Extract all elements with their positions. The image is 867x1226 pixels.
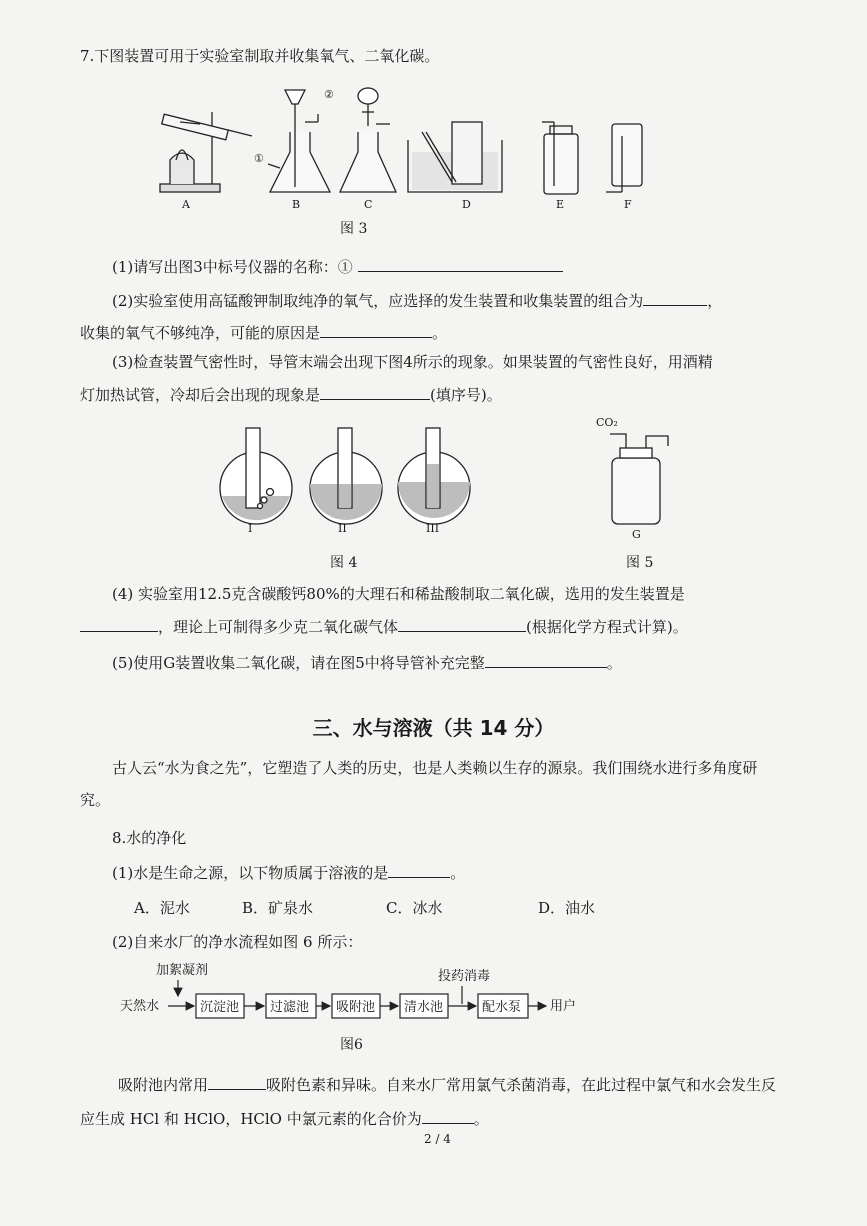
q7-p5: (5)使用G装置收集二氧化碳，请在图5中将导管补充完整 。 [112, 654, 622, 672]
page-number: 2 / 4 [424, 1132, 451, 1146]
q8-option-b: B．矿泉水 [242, 899, 314, 917]
fig3-label-d: D [462, 198, 471, 211]
figure-6 [120, 958, 590, 1028]
fig4-label-2: II [338, 522, 347, 535]
q7-p4-line1: (4) 实验室用12.5克含碳酸钙80%的大理石和稀盐酸制取二氧化碳，选用的发生装置是 [112, 585, 685, 603]
q8-option-a: A．泥水 [134, 899, 190, 917]
fig6-step-1: 沉淀池 [200, 1000, 240, 1015]
section-title: 三、水与溶液（共 14 分） [312, 716, 555, 740]
q7-p3-line2: 灯加热试管，冷却后会出现的现象是 (填序号)。 [80, 386, 502, 404]
fig6-source: 天然水 [120, 999, 160, 1014]
figure-4 [218, 420, 478, 535]
fig4-caption: 图 4 [330, 555, 358, 571]
fig3-caption: 图 3 [340, 221, 368, 237]
q7-title: 7.下图装置可用于实验室制取并收集氧气、二氧化碳。 [80, 47, 440, 65]
fig3-label-b: B [292, 198, 301, 211]
fig6-caption: 图6 [340, 1037, 363, 1053]
fig6-step-3: 吸附池 [336, 1000, 376, 1015]
fig6-step-4: 清水池 [404, 1000, 444, 1015]
q7-p4-line2: ，理论上可制得多少克二氧化碳气体 (根据化学方程式计算)。 [80, 616, 688, 637]
fig6-disinfect: 投药消毒 [438, 969, 491, 984]
section-intro-line2: 究。 [80, 791, 111, 809]
fig3-label-e: E [556, 198, 565, 211]
fig4-label-1: I [248, 522, 253, 535]
apparatus-f [606, 124, 642, 192]
apparatus-c [340, 88, 396, 192]
q7-p2-line1: (2)实验室使用高锰酸钾制取纯净的氧气，应选择的发生装置和收集装置的组合为 ， [112, 292, 723, 310]
q8-p2: (2)自来水厂的净水流程如图 6 所示： [112, 933, 363, 951]
q8-p3-line2: 应生成 HCl 和 HClO，HClO 中氯元素的化合价为 。 [80, 1110, 489, 1128]
q8-p1: (1)水是生命之源，以下物质属于溶液的是 。 [112, 864, 466, 882]
section-intro-line1: 古人云“水为食之先”，它塑造了人类的历史，也是人类赖以生存的源泉。我们围绕水进行多角度研 [112, 759, 758, 777]
fig3-marker-2: ② [324, 88, 334, 101]
apparatus-b [268, 90, 330, 192]
q7-p3-line1: (3)检查装置气密性时，导管末端会出现下图4所示的现象。如果装置的气密性良好，用酒精 [112, 353, 713, 371]
q7-p1: (1)请写出图3中标号仪器的名称：① [112, 256, 563, 277]
fig6-step-5: 配水泵 [482, 1000, 522, 1015]
fig5-label-g: G [632, 528, 641, 540]
figure-5 [590, 410, 690, 540]
fig4-label-3: III [426, 522, 440, 535]
fig5-gas-label: CO₂ [596, 416, 618, 429]
q8-title: 8.水的净化 [112, 829, 187, 847]
fig3-label-c: C [364, 198, 373, 211]
fig6-end: 用户 [550, 999, 577, 1014]
fig3-label-f: F [624, 198, 632, 211]
fig5-caption: 图 5 [626, 555, 654, 571]
fig3-marker-1: ① [254, 152, 264, 165]
fig6-step-2: 过滤池 [270, 1000, 310, 1015]
q8-option-c: C．冰水 [386, 899, 443, 917]
fig3-label-a: A [182, 198, 190, 211]
q8-option-d: D．油水 [538, 899, 596, 917]
figure-3 [140, 82, 700, 212]
apparatus-e [542, 122, 578, 194]
apparatus-d [408, 122, 502, 192]
fig6-additive: 加絮凝剂 [156, 963, 209, 978]
apparatus-a [160, 112, 252, 192]
q7-p2-line2: 收集的氧气不够纯净，可能的原因是 。 [80, 324, 448, 342]
q8-p3-line1: 吸附池内常用 吸附色素和异味。自来水厂常用氯气杀菌消毒，在此过程中氯气和水会发生反 [118, 1076, 777, 1094]
